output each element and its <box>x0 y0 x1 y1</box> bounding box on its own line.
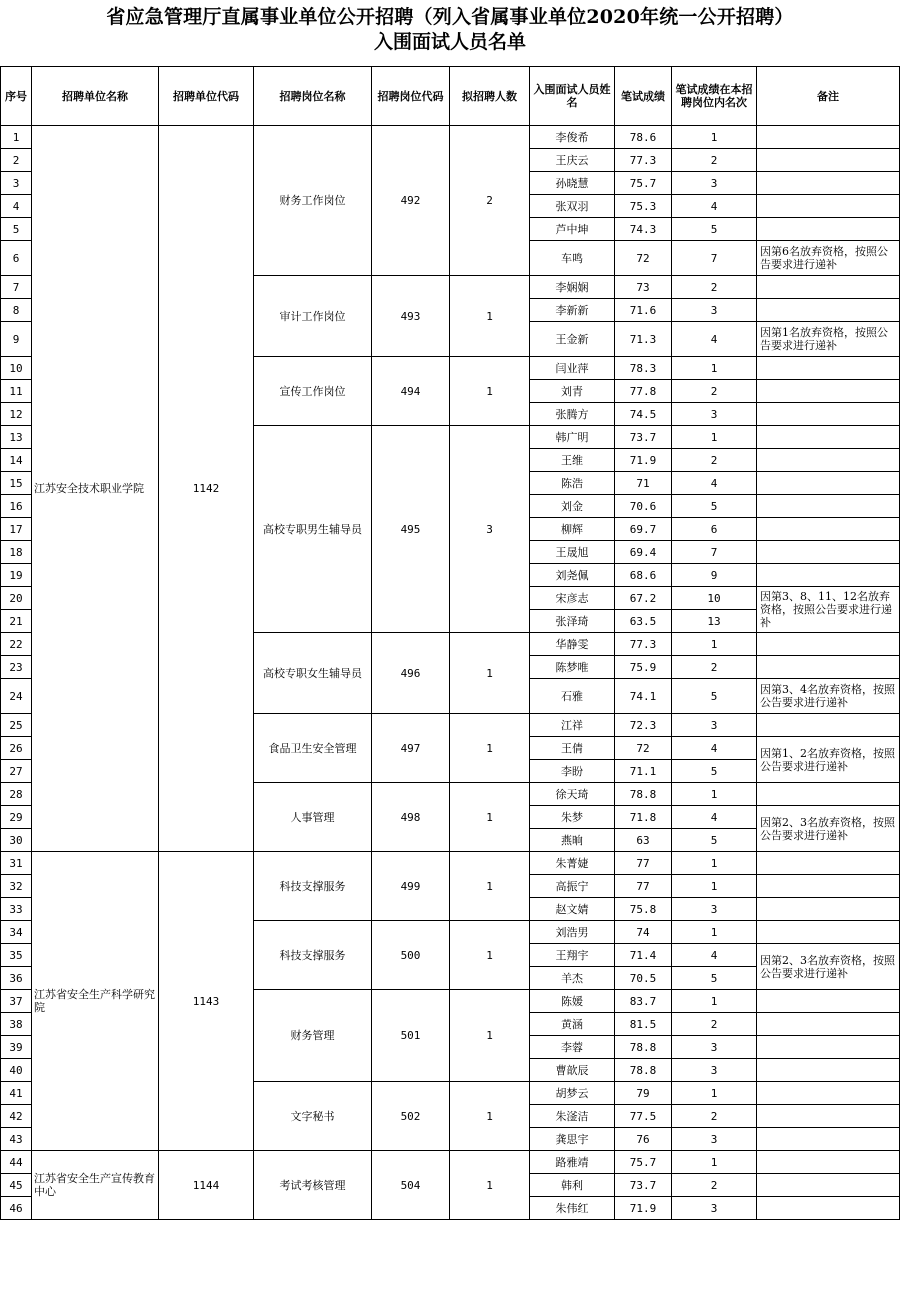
candidate-name-cell: 徐天琦 <box>530 783 615 806</box>
note-cell <box>757 656 900 679</box>
rank-cell: 2 <box>672 1174 757 1197</box>
rank-cell: 4 <box>672 737 757 760</box>
seq-cell: 23 <box>1 656 32 679</box>
note-cell <box>757 403 900 426</box>
candidate-name-cell: 孙晓慧 <box>530 172 615 195</box>
note-cell <box>757 472 900 495</box>
plan-cell: 3 <box>450 426 530 633</box>
post-name-cell: 审计工作岗位 <box>254 276 372 357</box>
rank-cell: 2 <box>672 1105 757 1128</box>
rank-cell: 1 <box>672 852 757 875</box>
rank-cell: 10 <box>672 587 757 610</box>
score-cell: 77 <box>615 875 672 898</box>
candidate-name-cell: 李新新 <box>530 299 615 322</box>
plan-cell: 1 <box>450 921 530 990</box>
post-name-cell: 高校专职男生辅导员 <box>254 426 372 633</box>
seq-cell: 25 <box>1 714 32 737</box>
rank-cell: 3 <box>672 403 757 426</box>
score-cell: 73 <box>615 276 672 299</box>
seq-cell: 21 <box>1 610 32 633</box>
candidate-name-cell: 王维 <box>530 449 615 472</box>
score-cell: 74 <box>615 921 672 944</box>
unit-code-cell: 1142 <box>159 126 254 852</box>
note-cell <box>757 564 900 587</box>
candidate-name-cell: 宋彦志 <box>530 587 615 610</box>
candidate-name-cell: 闫业萍 <box>530 357 615 380</box>
post-name-cell: 科技支撑服务 <box>254 921 372 990</box>
rank-cell: 1 <box>672 426 757 449</box>
candidate-name-cell: 王翔宇 <box>530 944 615 967</box>
seq-cell: 16 <box>1 495 32 518</box>
candidate-name-cell: 刘金 <box>530 495 615 518</box>
score-cell: 68.6 <box>615 564 672 587</box>
candidate-name-cell: 路雅靖 <box>530 1151 615 1174</box>
candidate-name-cell: 王庆云 <box>530 149 615 172</box>
candidate-name-cell: 朱滏洁 <box>530 1105 615 1128</box>
plan-cell: 2 <box>450 126 530 276</box>
seq-cell: 7 <box>1 276 32 299</box>
table-row <box>1 126 900 149</box>
post-name-cell: 科技支撑服务 <box>254 852 372 921</box>
post-code-cell: 499 <box>372 852 450 921</box>
note-cell <box>757 380 900 403</box>
score-cell: 71.9 <box>615 449 672 472</box>
rank-cell: 1 <box>672 990 757 1013</box>
score-cell: 67.2 <box>615 587 672 610</box>
note-cell <box>757 518 900 541</box>
rank-cell: 1 <box>672 357 757 380</box>
post-code-cell: 497 <box>372 714 450 783</box>
seq-cell: 20 <box>1 587 32 610</box>
score-cell: 69.7 <box>615 518 672 541</box>
plan-cell: 1 <box>450 783 530 852</box>
seq-cell: 24 <box>1 679 32 714</box>
seq-cell: 40 <box>1 1059 32 1082</box>
seq-cell: 35 <box>1 944 32 967</box>
score-cell: 75.8 <box>615 898 672 921</box>
candidate-name-cell: 张泽琦 <box>530 610 615 633</box>
unit-name-cell: 江苏省安全生产宣传教育中心 <box>32 1151 159 1220</box>
score-cell: 70.6 <box>615 495 672 518</box>
note-cell <box>757 299 900 322</box>
post-name-cell: 文字秘书 <box>254 1082 372 1151</box>
rank-cell: 3 <box>672 1128 757 1151</box>
note-cell <box>757 357 900 380</box>
rank-cell: 13 <box>672 610 757 633</box>
post-code-cell: 501 <box>372 990 450 1082</box>
note-cell <box>757 898 900 921</box>
post-name-cell: 考试考核管理 <box>254 1151 372 1220</box>
rank-cell: 6 <box>672 518 757 541</box>
score-cell: 71.9 <box>615 1197 672 1220</box>
candidate-name-cell: 王金新 <box>530 322 615 357</box>
seq-cell: 42 <box>1 1105 32 1128</box>
plan-cell: 1 <box>450 357 530 426</box>
seq-cell: 45 <box>1 1174 32 1197</box>
candidate-name-cell: 张双羽 <box>530 195 615 218</box>
note-cell <box>757 1128 900 1151</box>
score-cell: 73.7 <box>615 1174 672 1197</box>
post-name-cell: 高校专职女生辅导员 <box>254 633 372 714</box>
seq-cell: 43 <box>1 1128 32 1151</box>
score-cell: 77.8 <box>615 380 672 403</box>
plan-cell: 1 <box>450 276 530 357</box>
note-cell: 因第6名放弃资格，按照公告要求进行递补 <box>757 241 900 276</box>
score-cell: 63.5 <box>615 610 672 633</box>
note-cell <box>757 921 900 944</box>
score-cell: 71.8 <box>615 806 672 829</box>
post-code-cell: 502 <box>372 1082 450 1151</box>
rank-cell: 1 <box>672 126 757 149</box>
score-cell: 71.3 <box>615 322 672 357</box>
note-cell <box>757 449 900 472</box>
rank-cell: 2 <box>672 449 757 472</box>
seq-cell: 5 <box>1 218 32 241</box>
rank-cell: 2 <box>672 1013 757 1036</box>
post-code-cell: 493 <box>372 276 450 357</box>
seq-cell: 22 <box>1 633 32 656</box>
seq-cell: 30 <box>1 829 32 852</box>
plan-cell: 1 <box>450 633 530 714</box>
score-cell: 78.8 <box>615 1036 672 1059</box>
score-cell: 63 <box>615 829 672 852</box>
rank-cell: 4 <box>672 472 757 495</box>
unit-code-cell: 1144 <box>159 1151 254 1220</box>
rank-cell: 1 <box>672 1151 757 1174</box>
seq-cell: 15 <box>1 472 32 495</box>
note-cell <box>757 1036 900 1059</box>
seq-cell: 28 <box>1 783 32 806</box>
rank-cell: 7 <box>672 541 757 564</box>
seq-cell: 14 <box>1 449 32 472</box>
score-cell: 71.4 <box>615 944 672 967</box>
candidate-name-cell: 刘尧佩 <box>530 564 615 587</box>
score-cell: 78.6 <box>615 126 672 149</box>
header-unit-code: 招聘单位代码 <box>159 67 254 126</box>
rank-cell: 5 <box>672 760 757 783</box>
candidate-name-cell: 曹歆辰 <box>530 1059 615 1082</box>
rank-cell: 4 <box>672 944 757 967</box>
candidate-name-cell: 柳辉 <box>530 518 615 541</box>
candidate-name-cell: 芦中坤 <box>530 218 615 241</box>
candidate-name-cell: 朱菁婕 <box>530 852 615 875</box>
note-cell: 因第1、2名放弃资格，按照公告要求进行递补 <box>757 737 900 783</box>
candidate-name-cell: 刘青 <box>530 380 615 403</box>
note-cell <box>757 1197 900 1220</box>
seq-cell: 26 <box>1 737 32 760</box>
score-cell: 71.6 <box>615 299 672 322</box>
note-cell <box>757 218 900 241</box>
score-cell: 71.1 <box>615 760 672 783</box>
candidate-name-cell: 李俊希 <box>530 126 615 149</box>
note-cell <box>757 714 900 737</box>
candidate-name-cell: 陈浩 <box>530 472 615 495</box>
post-name-cell: 宣传工作岗位 <box>254 357 372 426</box>
note-cell: 因第2、3名放弃资格，按照公告要求进行递补 <box>757 944 900 990</box>
rank-cell: 5 <box>672 495 757 518</box>
seq-cell: 19 <box>1 564 32 587</box>
note-cell <box>757 126 900 149</box>
rank-cell: 2 <box>672 276 757 299</box>
score-cell: 76 <box>615 1128 672 1151</box>
seq-cell: 6 <box>1 241 32 276</box>
seq-cell: 37 <box>1 990 32 1013</box>
seq-cell: 31 <box>1 852 32 875</box>
candidate-name-cell: 王倩 <box>530 737 615 760</box>
score-cell: 74.5 <box>615 403 672 426</box>
unit-name-cell: 江苏安全技术职业学院 <box>32 126 159 852</box>
rank-cell: 3 <box>672 1036 757 1059</box>
seq-cell: 1 <box>1 126 32 149</box>
note-cell: 因第2、3名放弃资格，按照公告要求进行递补 <box>757 806 900 852</box>
score-cell: 72.3 <box>615 714 672 737</box>
post-name-cell: 食品卫生安全管理 <box>254 714 372 783</box>
candidate-name-cell: 石雅 <box>530 679 615 714</box>
page-header <box>0 0 900 66</box>
score-cell: 73.7 <box>615 426 672 449</box>
note-cell <box>757 1013 900 1036</box>
candidate-name-cell: 高振宁 <box>530 875 615 898</box>
rank-cell: 2 <box>672 656 757 679</box>
score-cell: 77.5 <box>615 1105 672 1128</box>
score-cell: 81.5 <box>615 1013 672 1036</box>
post-name-cell: 人事管理 <box>254 783 372 852</box>
seq-cell: 9 <box>1 322 32 357</box>
rank-cell: 3 <box>672 898 757 921</box>
seq-cell: 44 <box>1 1151 32 1174</box>
note-cell <box>757 852 900 875</box>
note-cell: 因第3、8、11、12名放弃资格，按照公告要求进行递补 <box>757 587 900 633</box>
rank-cell: 5 <box>672 679 757 714</box>
post-code-cell: 498 <box>372 783 450 852</box>
header-post-code: 招聘岗位代码 <box>372 67 450 126</box>
header-unit-name: 招聘单位名称 <box>32 67 159 126</box>
candidate-name-cell: 朱伟红 <box>530 1197 615 1220</box>
post-code-cell: 494 <box>372 357 450 426</box>
plan-cell: 1 <box>450 1082 530 1151</box>
rank-cell: 3 <box>672 172 757 195</box>
candidate-name-cell: 李盼 <box>530 760 615 783</box>
seq-cell: 36 <box>1 967 32 990</box>
candidate-name-cell: 陈梦唯 <box>530 656 615 679</box>
note-cell <box>757 426 900 449</box>
candidate-name-cell: 韩广明 <box>530 426 615 449</box>
rank-cell: 2 <box>672 380 757 403</box>
seq-cell: 13 <box>1 426 32 449</box>
note-cell <box>757 1151 900 1174</box>
note-cell <box>757 195 900 218</box>
score-cell: 77.3 <box>615 633 672 656</box>
header-candidate: 入围面试人员姓名 <box>530 67 615 126</box>
rank-cell: 3 <box>672 1059 757 1082</box>
candidate-table <box>0 66 900 1220</box>
candidate-name-cell: 华静雯 <box>530 633 615 656</box>
note-cell <box>757 172 900 195</box>
seq-cell: 3 <box>1 172 32 195</box>
seq-cell: 41 <box>1 1082 32 1105</box>
rank-cell: 4 <box>672 195 757 218</box>
seq-cell: 39 <box>1 1036 32 1059</box>
rank-cell: 5 <box>672 829 757 852</box>
rank-cell: 1 <box>672 1082 757 1105</box>
rank-cell: 2 <box>672 149 757 172</box>
candidate-name-cell: 王晟旭 <box>530 541 615 564</box>
header-post-name: 招聘岗位名称 <box>254 67 372 126</box>
candidate-name-cell: 龚思宇 <box>530 1128 615 1151</box>
note-cell: 因第1名放弃资格，按照公告要求进行递补 <box>757 322 900 357</box>
post-code-cell: 496 <box>372 633 450 714</box>
score-cell: 77.3 <box>615 149 672 172</box>
score-cell: 69.4 <box>615 541 672 564</box>
seq-cell: 2 <box>1 149 32 172</box>
note-cell <box>757 783 900 806</box>
note-cell <box>757 541 900 564</box>
score-cell: 75.7 <box>615 1151 672 1174</box>
plan-cell: 1 <box>450 1151 530 1220</box>
note-cell: 因第3、4名放弃资格，按照公告要求进行递补 <box>757 679 900 714</box>
score-cell: 71 <box>615 472 672 495</box>
candidate-name-cell: 李娴娴 <box>530 276 615 299</box>
header-seq: 序号 <box>1 67 32 126</box>
rank-cell: 5 <box>672 967 757 990</box>
candidate-name-cell: 赵文婧 <box>530 898 615 921</box>
note-cell <box>757 1174 900 1197</box>
rank-cell: 7 <box>672 241 757 276</box>
seq-cell: 29 <box>1 806 32 829</box>
seq-cell: 8 <box>1 299 32 322</box>
note-cell <box>757 990 900 1013</box>
score-cell: 75.3 <box>615 195 672 218</box>
post-code-cell: 504 <box>372 1151 450 1220</box>
candidate-name-cell: 李蓉 <box>530 1036 615 1059</box>
seq-cell: 34 <box>1 921 32 944</box>
rank-cell: 1 <box>672 921 757 944</box>
seq-cell: 10 <box>1 357 32 380</box>
seq-cell: 33 <box>1 898 32 921</box>
post-name-cell: 财务工作岗位 <box>254 126 372 276</box>
score-cell: 72 <box>615 737 672 760</box>
rank-cell: 3 <box>672 714 757 737</box>
page-subtitle: 入围面试人员名单 <box>373 31 526 53</box>
score-cell: 70.5 <box>615 967 672 990</box>
seq-cell: 4 <box>1 195 32 218</box>
rank-cell: 1 <box>672 875 757 898</box>
candidate-name-cell: 朱梦 <box>530 806 615 829</box>
score-cell: 75.9 <box>615 656 672 679</box>
post-code-cell: 492 <box>372 126 450 276</box>
score-cell: 83.7 <box>615 990 672 1013</box>
seq-cell: 32 <box>1 875 32 898</box>
header-rank: 笔试成绩在本招聘岗位内名次 <box>672 67 757 126</box>
seq-cell: 46 <box>1 1197 32 1220</box>
post-name-cell: 财务管理 <box>254 990 372 1082</box>
score-cell: 74.3 <box>615 218 672 241</box>
candidate-name-cell: 刘浩男 <box>530 921 615 944</box>
note-cell <box>757 1059 900 1082</box>
score-cell: 72 <box>615 241 672 276</box>
table-row <box>1 1151 900 1174</box>
note-cell <box>757 1082 900 1105</box>
score-cell: 78.3 <box>615 357 672 380</box>
candidate-name-cell: 黄涵 <box>530 1013 615 1036</box>
header-note: 备注 <box>757 67 900 126</box>
candidate-name-cell: 陈媛 <box>530 990 615 1013</box>
rank-cell: 3 <box>672 299 757 322</box>
candidate-name-cell: 江祥 <box>530 714 615 737</box>
post-code-cell: 495 <box>372 426 450 633</box>
score-cell: 77 <box>615 852 672 875</box>
seq-cell: 27 <box>1 760 32 783</box>
rank-cell: 5 <box>672 218 757 241</box>
post-code-cell: 500 <box>372 921 450 990</box>
score-cell: 79 <box>615 1082 672 1105</box>
candidate-name-cell: 韩利 <box>530 1174 615 1197</box>
candidate-name-cell: 羊杰 <box>530 967 615 990</box>
plan-cell: 1 <box>450 852 530 921</box>
seq-cell: 17 <box>1 518 32 541</box>
note-cell <box>757 1105 900 1128</box>
seq-cell: 12 <box>1 403 32 426</box>
rank-cell: 1 <box>672 633 757 656</box>
score-cell: 78.8 <box>615 783 672 806</box>
note-cell <box>757 495 900 518</box>
note-cell <box>757 276 900 299</box>
unit-name-cell: 江苏省安全生产科学研究院 <box>32 852 159 1151</box>
page-title: 省应急管理厅直属事业单位公开招聘（列入省属事业单位2020年统一公开招聘） <box>106 6 794 28</box>
rank-cell: 4 <box>672 322 757 357</box>
seq-cell: 38 <box>1 1013 32 1036</box>
candidate-name-cell: 燕晌 <box>530 829 615 852</box>
candidate-name-cell: 车鸣 <box>530 241 615 276</box>
table-row <box>1 852 900 875</box>
rank-cell: 9 <box>672 564 757 587</box>
rank-cell: 3 <box>672 1197 757 1220</box>
header-plan: 拟招聘人数 <box>450 67 530 126</box>
header-score: 笔试成绩 <box>615 67 672 126</box>
score-cell: 78.8 <box>615 1059 672 1082</box>
note-cell <box>757 149 900 172</box>
table-header-row <box>1 67 900 126</box>
score-cell: 75.7 <box>615 172 672 195</box>
rank-cell: 4 <box>672 806 757 829</box>
rank-cell: 1 <box>672 783 757 806</box>
note-cell <box>757 633 900 656</box>
candidate-name-cell: 张腾方 <box>530 403 615 426</box>
plan-cell: 1 <box>450 990 530 1082</box>
note-cell <box>757 875 900 898</box>
candidate-name-cell: 胡梦云 <box>530 1082 615 1105</box>
score-cell: 74.1 <box>615 679 672 714</box>
seq-cell: 18 <box>1 541 32 564</box>
seq-cell: 11 <box>1 380 32 403</box>
unit-code-cell: 1143 <box>159 852 254 1151</box>
plan-cell: 1 <box>450 714 530 783</box>
